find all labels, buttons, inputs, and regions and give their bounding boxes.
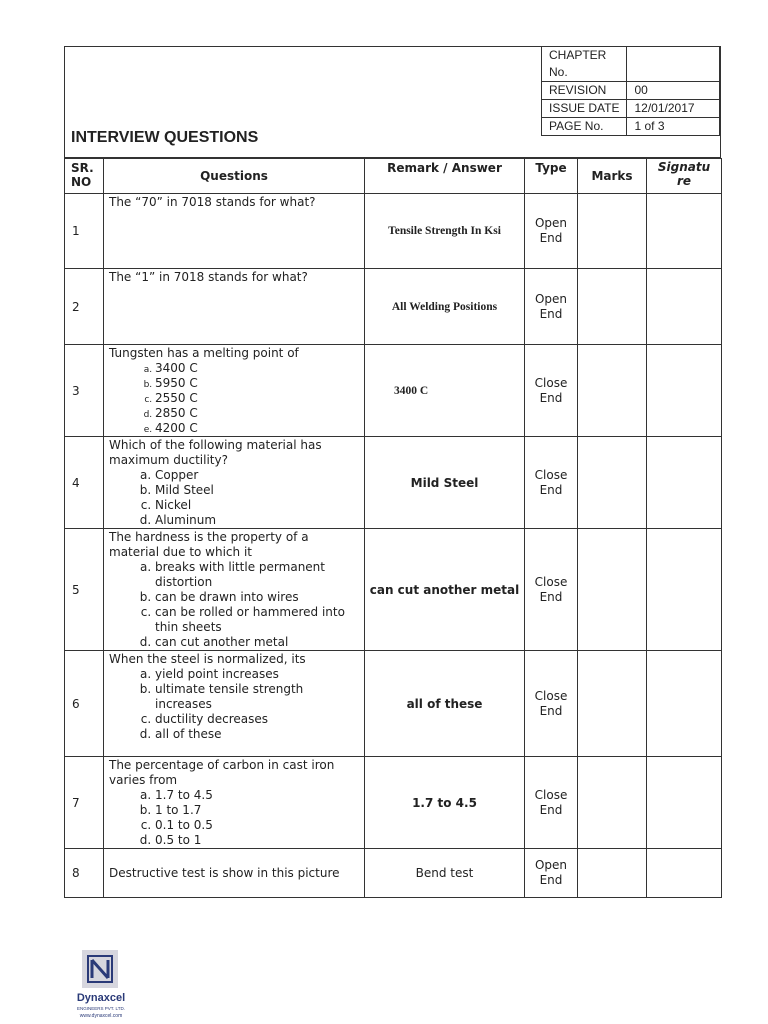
- option-item: d. all of these: [155, 727, 360, 742]
- option-item: c. can be rolled or hammered into thin sheets: [155, 605, 360, 635]
- meta-label: PAGE No.: [542, 118, 627, 136]
- option-item: d. Aluminum: [155, 513, 360, 528]
- question-cell: [104, 849, 365, 898]
- option-item: c. 0.1 to 0.5: [155, 818, 360, 833]
- option-item: c. 2550 C: [155, 391, 360, 406]
- question-text: The hardness is the property of a material due to which it: [109, 530, 309, 559]
- question-text: Tungsten has a melting point of: [109, 346, 299, 360]
- option-list: [109, 468, 360, 528]
- meta-label: ISSUE DATE: [542, 100, 627, 118]
- meta-value: 00: [627, 82, 720, 100]
- question-cell: [104, 437, 365, 529]
- option-list: [109, 560, 360, 650]
- answer-cell: Mild Steel: [365, 437, 525, 529]
- meta-value: [627, 47, 720, 82]
- document-meta-table: [541, 46, 720, 136]
- option-item: b. ultimate tensile strength increases: [155, 682, 360, 712]
- question-text: The percentage of carbon in cast iron varies from: [109, 758, 335, 787]
- option-item: a. breaks with little permanent distortion: [155, 560, 360, 590]
- marks-cell[interactable]: [578, 437, 647, 529]
- logo-mark-icon: [82, 950, 118, 988]
- question-text: When the steel is normalized, its: [109, 652, 306, 666]
- meta-label: REVISION: [542, 82, 627, 100]
- option-item: b. 1 to 1.7: [155, 803, 360, 818]
- option-list: [109, 667, 360, 742]
- document-header: [64, 46, 721, 158]
- question-cell: [104, 269, 365, 345]
- column-header-signature: Signatu re: [647, 159, 722, 194]
- type-cell: Close End: [525, 529, 578, 651]
- column-header-type: Type: [525, 159, 578, 194]
- type-cell: Close End: [525, 757, 578, 849]
- option-item: b. Mild Steel: [155, 483, 360, 498]
- question-text: Which of the following material has maximum ductility?: [109, 438, 322, 467]
- option-item: b. 5950 C: [155, 376, 360, 391]
- row-number: 7: [65, 757, 104, 849]
- signature-cell[interactable]: [647, 194, 722, 269]
- row-number: 2: [65, 269, 104, 345]
- meta-row-chapter: [542, 47, 720, 82]
- logo-name: Dynaxcel: [76, 992, 126, 1004]
- option-item: b. can be drawn into wires: [155, 590, 360, 605]
- answer-cell: all of these: [365, 651, 525, 757]
- row-number: 8: [65, 849, 104, 898]
- table-row: [65, 437, 722, 529]
- column-header-remark: Remark / Answer: [365, 159, 525, 194]
- table-row: [65, 345, 722, 437]
- table-row: [65, 529, 722, 651]
- type-cell: Open End: [525, 194, 578, 269]
- question-cell: [104, 345, 365, 437]
- column-header-questions: Questions: [104, 159, 365, 194]
- signature-cell[interactable]: [647, 757, 722, 849]
- option-item: a. Copper: [155, 468, 360, 483]
- question-text: The “1” in 7018 stands for what?: [109, 270, 308, 284]
- type-cell: Close End: [525, 345, 578, 437]
- meta-row-revision: [542, 82, 720, 100]
- logo-subtitle: ENGINEERS PVT. LTD.: [77, 1006, 125, 1011]
- signature-cell[interactable]: [647, 345, 722, 437]
- option-item: a. 1.7 to 4.5: [155, 788, 360, 803]
- answer-cell: 3400 C: [365, 345, 525, 437]
- signature-cell[interactable]: [647, 529, 722, 651]
- row-number: 1: [65, 194, 104, 269]
- question-cell: [104, 194, 365, 269]
- answer-cell: can cut another metal: [365, 529, 525, 651]
- signature-cell[interactable]: [647, 651, 722, 757]
- row-number: 5: [65, 529, 104, 651]
- option-item: c. ductility decreases: [155, 712, 360, 727]
- signature-cell[interactable]: [647, 269, 722, 345]
- option-item: d. 2850 C: [155, 406, 360, 421]
- type-cell: Open End: [525, 849, 578, 898]
- answer-cell: Bend test: [365, 849, 525, 898]
- meta-row-page: [542, 118, 720, 136]
- meta-label: CHAPTER No.: [542, 47, 627, 82]
- marks-cell[interactable]: [578, 757, 647, 849]
- answer-cell: All Welding Positions: [365, 269, 525, 345]
- type-cell: Close End: [525, 437, 578, 529]
- question-cell: [104, 757, 365, 849]
- table-header-row: [65, 159, 722, 194]
- logo-url: www.dynaxcel.com: [79, 1013, 123, 1019]
- type-cell: Close End: [525, 651, 578, 757]
- answer-cell: Tensile Strength In Ksi: [365, 194, 525, 269]
- option-item: a. yield point increases: [155, 667, 360, 682]
- meta-value: 1 of 3: [627, 118, 720, 136]
- option-list: [109, 788, 360, 848]
- marks-cell[interactable]: [578, 345, 647, 437]
- marks-cell[interactable]: [578, 849, 647, 898]
- column-header-marks: Marks: [578, 159, 647, 194]
- marks-cell[interactable]: [578, 269, 647, 345]
- option-item: d. can cut another metal: [155, 635, 360, 650]
- question-text: Destructive test is show in this picture: [109, 866, 340, 880]
- table-row: [65, 849, 722, 898]
- meta-value: 12/01/2017: [627, 100, 720, 118]
- option-item: d. 0.5 to 1: [155, 833, 360, 848]
- page-title: INTERVIEW QUESTIONS: [71, 129, 259, 146]
- signature-cell[interactable]: [647, 849, 722, 898]
- column-header-sr-no: SR. NO: [65, 159, 104, 194]
- option-item: e. 4200 C: [155, 421, 360, 436]
- question-cell: [104, 529, 365, 651]
- table-row: [65, 194, 722, 269]
- option-list: [109, 361, 360, 436]
- type-cell: Open End: [525, 269, 578, 345]
- questions-table: [64, 158, 722, 898]
- marks-cell[interactable]: [578, 651, 647, 757]
- meta-row-issue-date: [542, 100, 720, 118]
- option-item: c. Nickel: [155, 498, 360, 513]
- question-cell: [104, 651, 365, 757]
- row-number: 6: [65, 651, 104, 757]
- option-item: a. 3400 C: [155, 361, 360, 376]
- row-number: 4: [65, 437, 104, 529]
- marks-cell[interactable]: [578, 194, 647, 269]
- row-number: 3: [65, 345, 104, 437]
- signature-cell[interactable]: [647, 437, 722, 529]
- answer-cell: 1.7 to 4.5: [365, 757, 525, 849]
- table-row: [65, 269, 722, 345]
- question-text: The “70” in 7018 stands for what?: [109, 195, 316, 209]
- table-row: [65, 651, 722, 757]
- table-row: [65, 757, 722, 849]
- marks-cell[interactable]: [578, 529, 647, 651]
